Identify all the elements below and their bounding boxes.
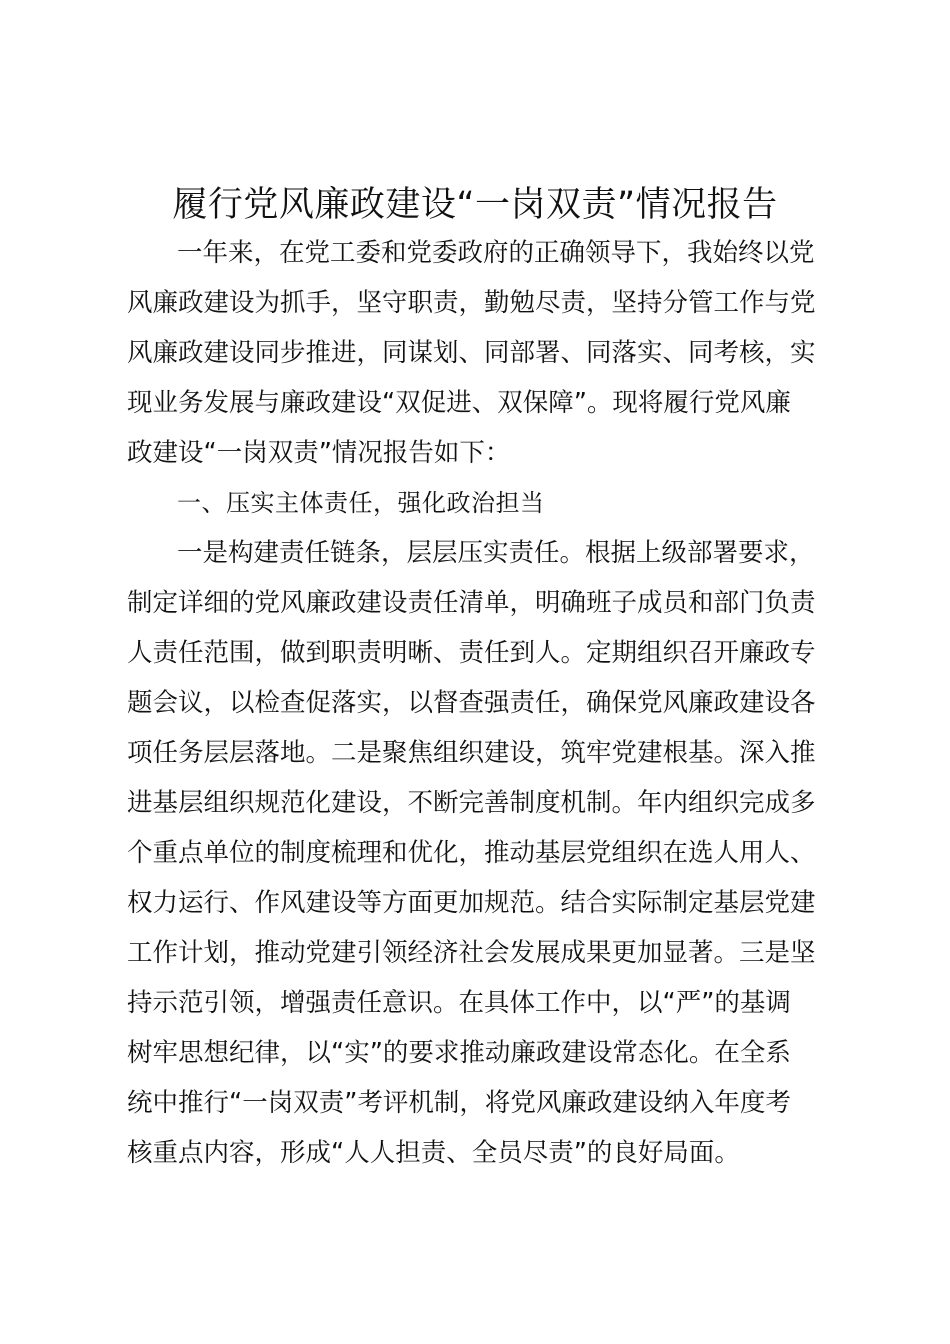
paragraph-line: 项任务层层落地。二是聚焦组织建设，筑牢党建根基。深入推	[127, 738, 816, 768]
paragraph-line: 个重点单位的制度梳理和优化，推动基层党组织在选人用人、	[127, 838, 816, 868]
paragraph-line: 政建设“一岗双责”情况报告如下：	[127, 438, 511, 468]
document-title: 履行党风廉政建设“一岗双责”情况报告	[172, 185, 778, 225]
paragraph-line: 风廉政建设为抓手，坚守职责，勤勉尽责，坚持分管工作与党	[127, 288, 816, 318]
paragraph-line: 现业务发展与廉政建设“双促进、双保障”。现将履行党风廉	[127, 388, 791, 418]
paragraph-line: 人责任范围，做到职责明晰、责任到人。定期组织召开廉政专	[127, 638, 816, 668]
paragraph-line: 一是构建责任链条，层层压实责任。根据上级部署要求，	[177, 538, 815, 568]
paragraph-line: 核重点内容，形成“人人担责、全员尽责”的良好局面。	[127, 1138, 740, 1168]
paragraph-line: 统中推行“一岗双责”考评机制，将党风廉政建设纳入年度考	[127, 1088, 791, 1118]
paragraph-line: 工作计划，推动党建引领经济社会发展成果更加显著。三是坚	[127, 938, 816, 968]
paragraph-line: 持示范引领，增强责任意识。在具体工作中，以“严”的基调	[127, 988, 791, 1018]
paragraph-line: 题会议，以检查促落实，以督查强责任，确保党风廉政建设各	[127, 688, 816, 718]
paragraph-line: 制定详细的党风廉政建设责任清单，明确班子成员和部门负责	[127, 588, 816, 618]
paragraph-line: 权力运行、作风建设等方面更加规范。结合实际制定基层党建	[127, 888, 816, 918]
paragraph-line: 风廉政建设同步推进，同谋划、同部署、同落实、同考核，实	[127, 338, 816, 368]
section-heading: 一、压实主体责任，强化政治担当	[177, 489, 545, 517]
paragraph-line: 进基层组织规范化建设，不断完善制度机制。年内组织完成多	[127, 788, 816, 818]
paragraph-line: 树牢思想纪律，以“实”的要求推动廉政建设常态化。在全系	[127, 1038, 791, 1068]
paragraph-line: 一年来，在党工委和党委政府的正确领导下，我始终以党	[177, 238, 815, 268]
